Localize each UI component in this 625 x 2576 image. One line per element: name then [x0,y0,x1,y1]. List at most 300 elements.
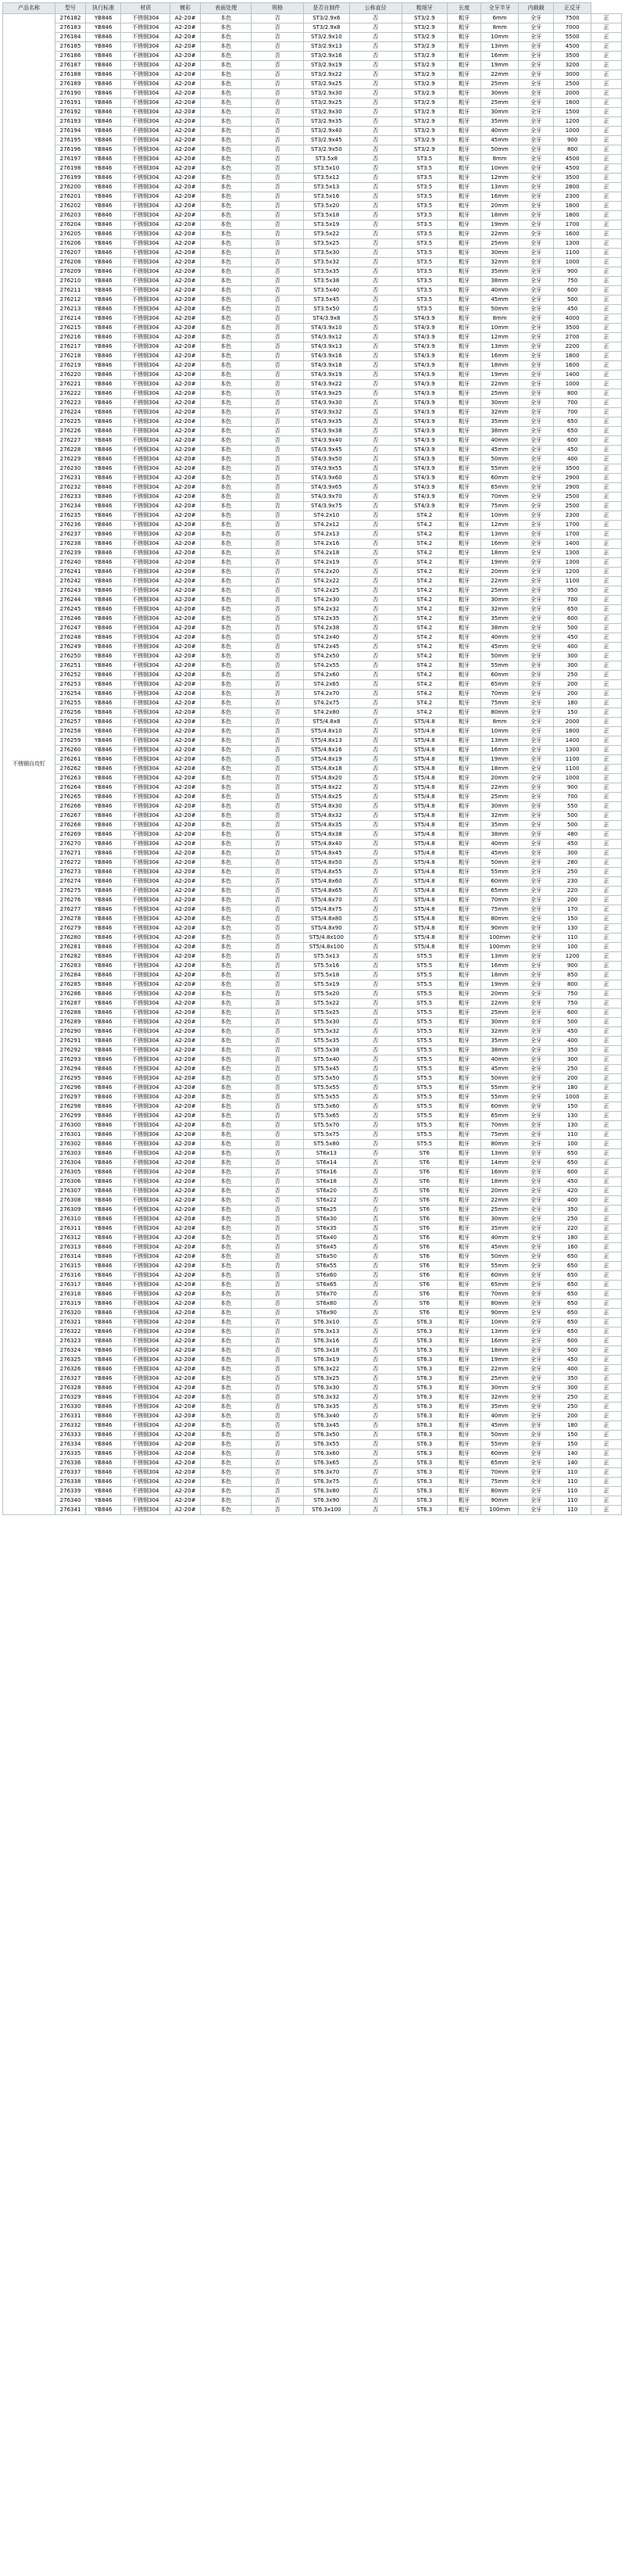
cell-9: 粗牙 [448,858,481,868]
cell-2: 不锈钢304 [121,1393,170,1403]
table-row [3,905,622,915]
cell-0: 276312 [55,1234,86,1243]
cell-0: 276211 [55,286,86,296]
cell-9: 粗牙 [448,249,481,258]
cell-7: 否 [349,896,402,905]
cell-13: 正 [591,1496,621,1506]
cell-2: 不锈钢304 [121,324,170,333]
cell-13: 正 [591,371,621,380]
cell-13: 正 [591,905,621,915]
cell-5: 否 [252,211,304,220]
cell-11: 全牙 [518,70,553,80]
cell-2: 不锈钢304 [121,568,170,577]
cell-4: 本色 [201,1121,252,1130]
cell-13: 正 [591,793,621,802]
cell-5: 否 [252,1055,304,1065]
table-row [3,577,622,586]
cell-11: 全牙 [518,108,553,117]
cell-0: 276194 [55,127,86,136]
cell-11: 全牙 [518,42,553,52]
cell-12: 1700 [554,220,591,230]
cell-0: 276216 [55,333,86,342]
cell-0: 276292 [55,1046,86,1055]
cell-11: 全牙 [518,680,553,690]
cell-7: 否 [349,1403,402,1412]
cell-13: 正 [591,342,621,352]
cell-0: 276206 [55,239,86,249]
table-row [3,502,622,511]
cell-12: 1100 [554,765,591,774]
cell-3: A2-20# [170,352,201,361]
cell-6: ST4.2x16 [304,539,349,549]
cell-8: ST5/4.8 [402,915,447,924]
cell-5: 否 [252,933,304,943]
cell-12: 750 [554,990,591,999]
cell-12: 500 [554,296,591,305]
cell-6: ST3/2.9x22 [304,70,349,80]
cell-5: 否 [252,33,304,42]
cell-9: 粗牙 [448,952,481,962]
cell-0: 276221 [55,380,86,389]
cell-11: 全牙 [518,1009,553,1018]
cell-2: 不锈钢304 [121,1262,170,1271]
cell-13: 正 [591,530,621,539]
cell-12: 350 [554,1374,591,1384]
cell-9: 粗牙 [448,1412,481,1421]
cell-6: ST3.5x50 [304,305,349,314]
cell-0: 276184 [55,33,86,42]
cell-6: ST3/2.9x16 [304,52,349,61]
cell-12: 2300 [554,511,591,521]
cell-0: 276259 [55,736,86,746]
cell-6: ST5.5x40 [304,1055,349,1065]
cell-13: 正 [591,774,621,783]
cell-7: 否 [349,1384,402,1393]
table-row [3,521,622,530]
cell-11: 全牙 [518,1365,553,1374]
cell-4: 本色 [201,1478,252,1487]
cell-9: 粗牙 [448,436,481,446]
cell-1: YB846 [86,174,121,183]
cell-9: 粗牙 [448,1055,481,1065]
cell-4: 本色 [201,99,252,108]
cell-9: 粗牙 [448,774,481,783]
cell-11: 全牙 [518,502,553,511]
cell-9: 粗牙 [448,361,481,371]
cell-13: 正 [591,1215,621,1224]
cell-8: ST6.3 [402,1356,447,1365]
cell-3: A2-20# [170,1159,201,1168]
cell-5: 否 [252,408,304,417]
cell-12: 200 [554,896,591,905]
cell-11: 全牙 [518,1234,553,1243]
cell-13: 正 [591,999,621,1009]
cell-13: 正 [591,1318,621,1327]
cell-10: 32mm [481,605,519,614]
cell-13: 正 [591,586,621,596]
cell-4: 本色 [201,483,252,493]
cell-13: 正 [591,765,621,774]
cell-6: ST3.5x35 [304,267,349,277]
cell-4: 本色 [201,671,252,680]
table-body [3,14,622,1515]
cell-3: A2-20# [170,1487,201,1496]
cell-4: 本色 [201,905,252,915]
cell-8: ST4/3.9 [402,464,447,474]
cell-0: 276328 [55,1384,86,1393]
cell-12: 1600 [554,230,591,239]
cell-12: 500 [554,821,591,830]
cell-13: 正 [591,849,621,858]
cell-13: 正 [591,671,621,680]
cell-11: 全牙 [518,858,553,868]
cell-6: ST6x40 [304,1234,349,1243]
cell-12: 480 [554,830,591,840]
cell-0: 276294 [55,1065,86,1074]
cell-4: 本色 [201,708,252,718]
cell-5: 否 [252,155,304,164]
cell-1: YB846 [86,1449,121,1459]
table-row [3,1224,622,1234]
cell-12: 650 [554,1327,591,1337]
cell-10: 12mm [481,333,519,342]
cell-9: 粗牙 [448,108,481,117]
cell-1: YB846 [86,220,121,230]
cell-5: 否 [252,1046,304,1055]
cell-0: 276190 [55,89,86,99]
cell-4: 本色 [201,89,252,99]
cell-4: 本色 [201,1487,252,1496]
cell-8: ST4/3.9 [402,436,447,446]
column-header-11: 全牙半牙 [481,3,519,14]
cell-11: 全牙 [518,324,553,333]
cell-4: 本色 [201,699,252,708]
cell-7: 否 [349,1468,402,1478]
cell-5: 否 [252,220,304,230]
cell-12: 250 [554,671,591,680]
cell-6: ST5.5x65 [304,1112,349,1121]
cell-10: 75mm [481,1478,519,1487]
table-row [3,952,622,962]
cell-11: 全牙 [518,1318,553,1327]
cell-7: 否 [349,1346,402,1356]
table-row [3,530,622,539]
cell-5: 否 [252,633,304,643]
cell-9: 粗牙 [448,1496,481,1506]
cell-13: 正 [591,830,621,840]
cell-1: YB846 [86,1168,121,1177]
cell-10: 25mm [481,1206,519,1215]
cell-0: 276295 [55,1074,86,1084]
cell-0: 276199 [55,174,86,183]
table-row [3,896,622,905]
cell-11: 全牙 [518,483,553,493]
cell-11: 全牙 [518,277,553,286]
cell-0: 276256 [55,708,86,718]
cell-9: 粗牙 [448,1084,481,1093]
cell-12: 7000 [554,23,591,33]
cell-11: 全牙 [518,399,553,408]
cell-7: 否 [349,1374,402,1384]
cell-9: 粗牙 [448,1449,481,1459]
cell-1: YB846 [86,136,121,145]
cell-10: 45mm [481,1065,519,1074]
cell-10: 30mm [481,596,519,605]
cell-9: 粗牙 [448,1318,481,1327]
cell-10: 45mm [481,849,519,858]
cell-13: 正 [591,877,621,887]
cell-10: 18mm [481,1346,519,1356]
cell-4: 本色 [201,1215,252,1224]
cell-2: 不锈钢304 [121,1102,170,1112]
cell-2: 不锈钢304 [121,1487,170,1496]
cell-12: 1300 [554,549,591,558]
cell-13: 正 [591,1009,621,1018]
cell-10: 30mm [481,1018,519,1027]
cell-13: 正 [591,145,621,155]
cell-10: 13mm [481,736,519,746]
cell-10: 50mm [481,1074,519,1084]
cell-10: 35mm [481,1037,519,1046]
cell-11: 全牙 [518,1130,553,1140]
cell-12: 350 [554,1046,591,1055]
cell-5: 否 [252,145,304,155]
cell-7: 否 [349,699,402,708]
cell-6: ST6x16 [304,1168,349,1177]
cell-3: A2-20# [170,427,201,436]
product-spec-table [2,2,622,1515]
cell-13: 正 [591,1206,621,1215]
cell-8: ST6.3 [402,1346,447,1356]
cell-13: 正 [591,783,621,793]
cell-2: 不锈钢304 [121,896,170,905]
cell-12: 110 [554,933,591,943]
cell-10: 45mm [481,1421,519,1431]
cell-0: 276263 [55,774,86,783]
cell-8: ST3.5 [402,211,447,220]
cell-3: A2-20# [170,530,201,539]
table-row [3,446,622,455]
cell-3: A2-20# [170,324,201,333]
cell-0: 276250 [55,652,86,661]
cell-2: 不锈钢304 [121,887,170,896]
cell-7: 否 [349,1252,402,1262]
cell-11: 全牙 [518,230,553,239]
cell-3: A2-20# [170,286,201,296]
cell-1: YB846 [86,1065,121,1074]
cell-5: 否 [252,549,304,558]
cell-3: A2-20# [170,736,201,746]
cell-13: 正 [591,605,621,614]
cell-3: A2-20# [170,1140,201,1149]
cell-3: A2-20# [170,14,201,23]
cell-1: YB846 [86,858,121,868]
cell-4: 本色 [201,1112,252,1121]
column-header-9: 粗细牙 [402,3,447,14]
cell-9: 粗牙 [448,380,481,389]
table-row [3,1365,622,1374]
cell-1: YB846 [86,774,121,783]
cell-9: 粗牙 [448,1346,481,1356]
cell-0: 276255 [55,699,86,708]
cell-13: 正 [591,99,621,108]
table-row [3,1506,622,1515]
cell-10: 22mm [481,783,519,793]
cell-9: 粗牙 [448,1196,481,1206]
cell-12: 1100 [554,249,591,258]
cell-11: 全牙 [518,296,553,305]
cell-3: A2-20# [170,1121,201,1130]
cell-10: 50mm [481,1252,519,1262]
cell-2: 不锈钢304 [121,305,170,314]
cell-5: 否 [252,1440,304,1449]
table-header [3,3,622,14]
table-row [3,1140,622,1149]
cell-9: 粗牙 [448,314,481,324]
cell-9: 粗牙 [448,896,481,905]
cell-12: 220 [554,1224,591,1234]
cell-8: ST3.5 [402,305,447,314]
cell-7: 否 [349,239,402,249]
cell-12: 7500 [554,14,591,23]
cell-12: 650 [554,1281,591,1290]
cell-8: ST4/3.9 [402,389,447,399]
table-row [3,258,622,267]
cell-12: 4500 [554,155,591,164]
cell-5: 否 [252,962,304,971]
cell-3: A2-20# [170,1168,201,1177]
cell-10: 16mm [481,52,519,61]
cell-4: 本色 [201,1018,252,1027]
cell-2: 不锈钢304 [121,417,170,427]
cell-3: A2-20# [170,1374,201,1384]
cell-8: ST4.2 [402,596,447,605]
cell-12: 110 [554,1130,591,1140]
cell-8: ST4/3.9 [402,474,447,483]
cell-4: 本色 [201,1130,252,1140]
cell-2: 不锈钢304 [121,164,170,174]
cell-10: 22mm [481,1365,519,1374]
cell-10: 8mm [481,155,519,164]
cell-0: 276243 [55,586,86,596]
cell-5: 否 [252,1412,304,1421]
table-row [3,511,622,521]
cell-2: 不锈钢304 [121,1421,170,1431]
cell-5: 否 [252,1262,304,1271]
cell-1: YB846 [86,417,121,427]
table-row [3,849,622,858]
table-row [3,699,622,708]
cell-4: 本色 [201,943,252,952]
table-row [3,1421,622,1431]
cell-13: 正 [591,1224,621,1234]
table-row [3,830,622,840]
cell-8: ST6 [402,1299,447,1309]
cell-6: ST5/4.8x30 [304,802,349,811]
cell-0: 276213 [55,305,86,314]
cell-5: 否 [252,821,304,830]
cell-12: 130 [554,924,591,933]
cell-1: YB846 [86,1009,121,1018]
cell-8: ST5.5 [402,1093,447,1102]
cell-9: 粗牙 [448,33,481,42]
cell-5: 否 [252,1290,304,1299]
cell-3: A2-20# [170,33,201,42]
cell-10: 13mm [481,952,519,962]
cell-4: 本色 [201,183,252,192]
cell-8: ST4/3.9 [402,399,447,408]
cell-13: 正 [591,324,621,333]
cell-2: 不锈钢304 [121,1009,170,1018]
table-row [3,1309,622,1318]
cell-7: 否 [349,192,402,202]
cell-10: 22mm [481,1196,519,1206]
cell-6: ST6.3x45 [304,1421,349,1431]
cell-3: A2-20# [170,174,201,183]
cell-2: 不锈钢304 [121,286,170,296]
cell-7: 否 [349,558,402,568]
cell-9: 粗牙 [448,296,481,305]
cell-7: 否 [349,108,402,117]
cell-3: A2-20# [170,389,201,399]
cell-8: ST3.5 [402,230,447,239]
cell-5: 否 [252,99,304,108]
cell-12: 3500 [554,464,591,474]
cell-1: YB846 [86,568,121,577]
cell-8: ST6 [402,1309,447,1318]
cell-5: 否 [252,1093,304,1102]
cell-5: 否 [252,577,304,586]
cell-12: 180 [554,699,591,708]
cell-10: 70mm [481,896,519,905]
cell-1: YB846 [86,661,121,671]
cell-3: A2-20# [170,830,201,840]
cell-9: 粗牙 [448,830,481,840]
table-row [3,1046,622,1055]
cell-2: 不锈钢304 [121,1187,170,1196]
cell-13: 正 [591,249,621,258]
cell-5: 否 [252,446,304,455]
cell-3: A2-20# [170,108,201,117]
cell-6: ST5/4.8x100 [304,943,349,952]
cell-9: 粗牙 [448,1374,481,1384]
table-row [3,1327,622,1337]
cell-8: ST4.2 [402,708,447,718]
cell-11: 全牙 [518,962,553,971]
cell-10: 55mm [481,1440,519,1449]
cell-9: 粗牙 [448,1206,481,1215]
cell-4: 本色 [201,586,252,596]
cell-0: 276341 [55,1506,86,1515]
cell-9: 粗牙 [448,408,481,417]
cell-1: YB846 [86,52,121,61]
cell-11: 全牙 [518,1046,553,1055]
cell-2: 不锈钢304 [121,1459,170,1468]
column-header-3: 材质 [121,3,170,14]
cell-3: A2-20# [170,1243,201,1252]
table-row [3,164,622,174]
cell-13: 正 [591,446,621,455]
table-row [3,380,622,389]
cell-7: 否 [349,652,402,661]
cell-10: 40mm [481,1234,519,1243]
cell-10: 50mm [481,305,519,314]
cell-0: 276233 [55,493,86,502]
cell-4: 本色 [201,1271,252,1281]
cell-4: 本色 [201,924,252,933]
cell-6: ST3.5x13 [304,183,349,192]
cell-10: 40mm [481,840,519,849]
